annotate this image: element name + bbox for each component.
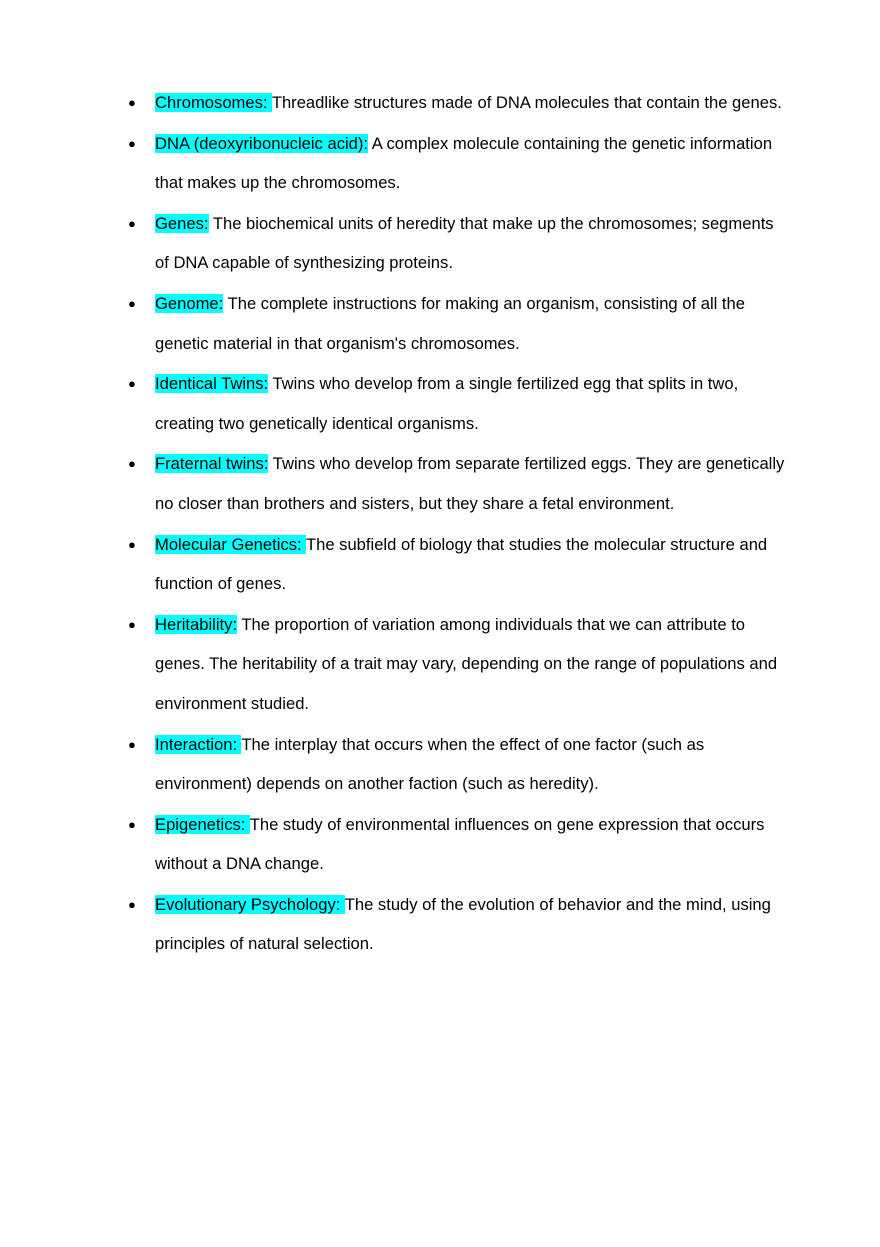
glossary-list <box>126 83 786 965</box>
glossary-definition: Twins who develop from a single fertilized egg that splits in two, creating two genetically identical organisms. <box>155 374 739 433</box>
glossary-term: Evolutionary Psychology: <box>155 894 345 914</box>
glossary-definition: The proportion of variation among individuals that we can attribute to genes. The heritability of a trait may vary, depending on the range of populations and environment studied. <box>155 614 778 713</box>
glossary-term: Epigenetics: <box>155 814 250 834</box>
glossary-item-evolutionary-psychology <box>126 885 786 964</box>
glossary-item-epigenetics <box>126 805 786 884</box>
bullet-icon: ● <box>128 616 136 632</box>
glossary-definition: A complex molecule containing the genetic information that makes up the chromosomes. <box>155 133 773 193</box>
glossary-item-dna <box>126 124 786 203</box>
glossary-item-genome <box>126 284 786 363</box>
bullet-icon: ● <box>128 816 136 832</box>
bullet-icon: ● <box>128 376 136 392</box>
glossary-item-interaction <box>126 725 786 804</box>
bullet-icon: ● <box>128 536 136 552</box>
glossary-item-genes <box>126 204 786 283</box>
glossary-item-chromosomes <box>126 83 786 123</box>
glossary-term: Genome: <box>155 293 224 313</box>
glossary-item-identical-twins <box>126 364 786 443</box>
glossary-definition: The subfield of biology that studies the molecular structure and function of genes. <box>155 534 768 594</box>
glossary-term: Identical Twins: <box>155 374 269 394</box>
glossary-definition: The study of the evolution of behavior and the mind, using principles of natural selection. <box>155 894 771 954</box>
bullet-icon: ● <box>128 456 136 472</box>
glossary-item-molecular-genetics <box>126 525 786 604</box>
glossary-term: Molecular Genetics: <box>155 534 306 554</box>
glossary-definition: Twins who develop from separate fertilized eggs. They are genetically no closer than brothers and sisters, but they share a fetal environment. <box>155 454 785 513</box>
glossary-item-heritability <box>126 605 786 724</box>
glossary-definition: Threadlike structures made of DNA molecules that contain the genes. <box>271 93 782 112</box>
bullet-icon: ● <box>128 896 136 912</box>
bullet-icon: ● <box>128 215 136 231</box>
glossary-term: DNA (deoxyribonucleic acid): <box>155 133 369 153</box>
glossary-definition: The study of environmental influences on gene expression that occurs without a DNA change. <box>155 814 765 874</box>
glossary-term: Genes: <box>155 213 209 233</box>
glossary-definition: The interplay that occurs when the effect of one factor (such as environment) depends on another faction (such as heredity). <box>155 734 705 794</box>
glossary-term: Chromosomes: <box>155 93 272 112</box>
bullet-icon: ● <box>128 736 136 752</box>
bullet-icon: ● <box>128 295 136 311</box>
glossary-definition: The complete instructions for making an organism, consisting of all the genetic material in that organism's chromosomes. <box>155 293 745 353</box>
glossary-term: Fraternal twins: <box>155 454 269 474</box>
bullet-icon: ● <box>128 135 136 151</box>
glossary-item-fraternal-twins <box>126 444 786 523</box>
glossary-definition: The biochemical units of heredity that make up the chromosomes; segments of DNA capable of synthesizing proteins. <box>155 213 774 273</box>
glossary-term: Interaction: <box>155 734 242 754</box>
glossary-term: Heritability: <box>155 614 238 634</box>
bullet-icon: ● <box>128 95 136 110</box>
